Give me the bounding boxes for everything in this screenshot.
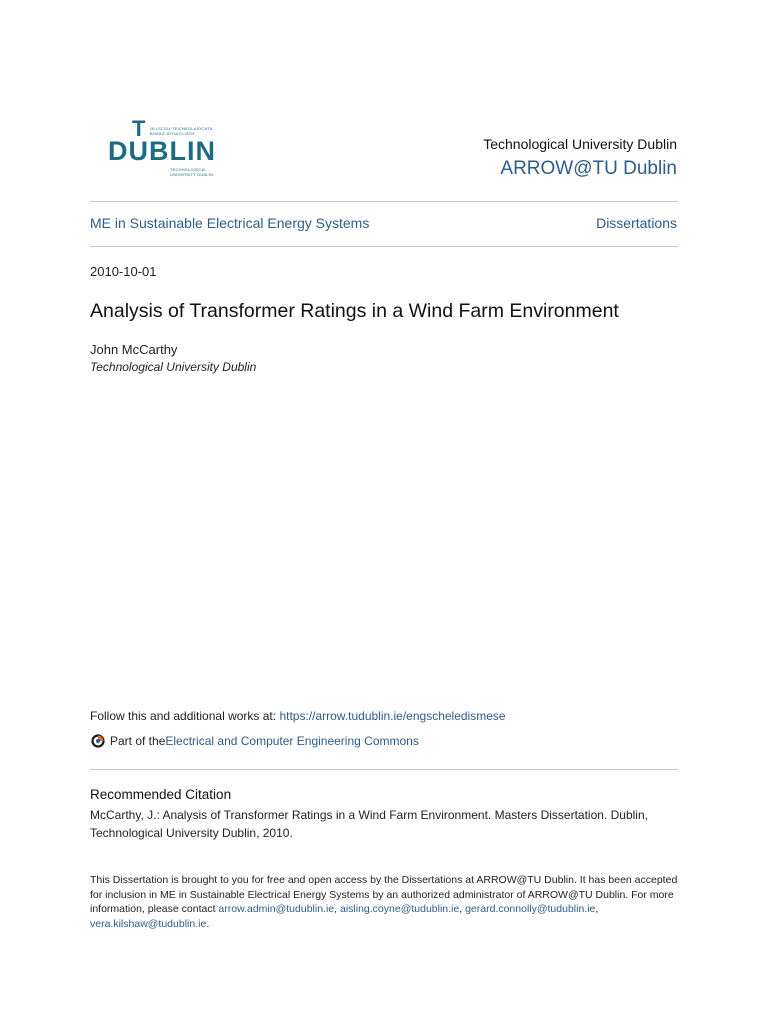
logo-small-top-2: BHAILE ÁTHA CLIATH bbox=[150, 131, 195, 136]
email-gerard-connolly[interactable]: gerard.connolly@tudublin.ie bbox=[465, 903, 596, 915]
tu-dublin-logo bbox=[104, 118, 214, 180]
logo-word: DUBLIN bbox=[108, 136, 216, 166]
document-title: Analysis of Transformer Ratings in a Wind Farm Environment bbox=[90, 300, 619, 322]
email-arrow-admin[interactable]: arrow.admin@tudublin.ie bbox=[218, 903, 335, 915]
notice-end: . bbox=[206, 917, 210, 930]
commons-network-icon bbox=[90, 733, 106, 749]
follow-url-link[interactable]: https://arrow.tudublin.ie/engscheledismese bbox=[279, 709, 506, 723]
institution-name: Technological University Dublin bbox=[483, 136, 677, 152]
part-of-line bbox=[90, 733, 419, 749]
access-notice bbox=[90, 873, 680, 931]
email-aisling-coyne[interactable]: aisling.coyne@tudublin.ie bbox=[339, 903, 460, 915]
logo-small-bottom-2: UNIVERSITY DUBLIN bbox=[170, 172, 214, 177]
nav-divider bbox=[90, 246, 678, 247]
notice-text: This Dissertation is brought to you for free and open access by the Dissertations at ARROW@TU Dublin. It has been accepted for inclusion in ME in Sustainable Electrical Energy Systems by an authorized administrator of ARROW@TU Dublin. For more information, please contact bbox=[90, 874, 678, 915]
citation-text: McCarthy, J.: Analysis of Transformer Ratings in a Wind Farm Environment. Masters Dissertation. Dublin, Technological University Dublin, 2010. bbox=[90, 808, 648, 840]
notice-sep-3: , bbox=[595, 903, 599, 915]
part-of-label: Part of the bbox=[110, 734, 166, 748]
email-vera-kilshaw[interactable]: vera.kilshaw@tudublin.ie bbox=[90, 917, 207, 930]
notice-sep-1: , bbox=[334, 903, 340, 915]
commons-link[interactable]: Electrical and Computer Engineering Commons bbox=[165, 734, 419, 748]
author-name: John McCarthy bbox=[90, 342, 178, 357]
top-divider bbox=[90, 201, 678, 202]
author-affiliation: Technological University Dublin bbox=[90, 360, 257, 374]
citation-heading: Recommended Citation bbox=[90, 787, 232, 802]
publication-date: 2010-10-01 bbox=[90, 264, 157, 279]
citation-divider bbox=[90, 769, 678, 770]
logo-small-top-1: OLLSCOIL TEICNEOLAÍOCHTA bbox=[150, 126, 213, 131]
notice-sep-2: , bbox=[459, 903, 466, 915]
repository-link[interactable]: ARROW@TU Dublin bbox=[500, 158, 677, 179]
follow-label: Follow this and additional works at: bbox=[90, 709, 280, 723]
logo-tee: T bbox=[132, 116, 146, 141]
logo-small-bottom-1: TECHNOLOGICAL bbox=[170, 167, 207, 172]
dissertations-link[interactable]: Dissertations bbox=[596, 215, 677, 231]
follow-line bbox=[90, 709, 506, 723]
series-link[interactable]: ME in Sustainable Electrical Energy Systems bbox=[90, 215, 370, 231]
